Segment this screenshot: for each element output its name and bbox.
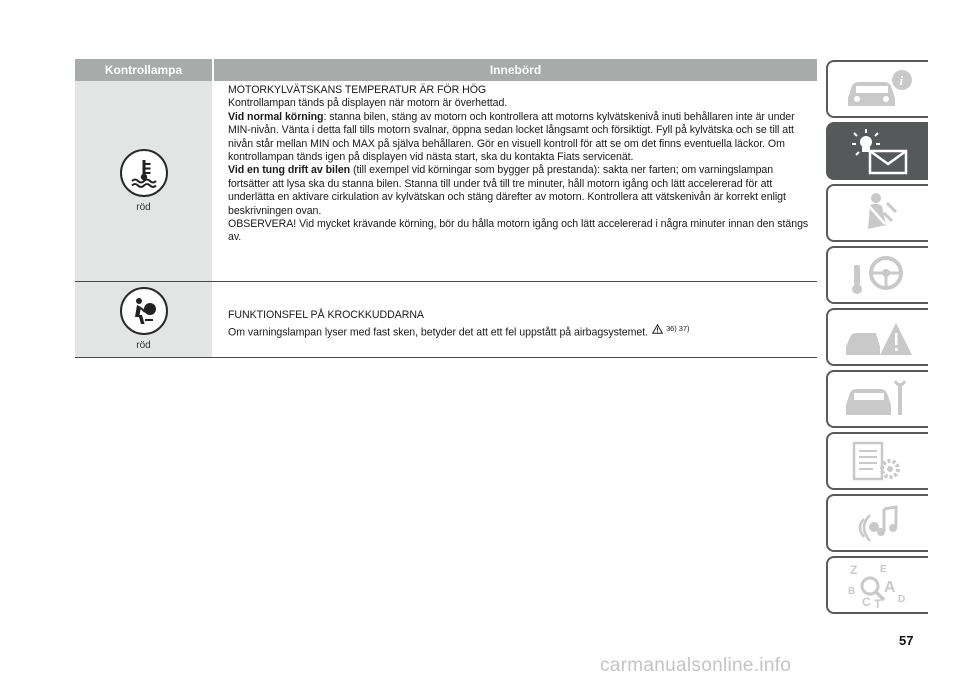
tab-warning-lights[interactable] xyxy=(826,122,928,180)
table-row xyxy=(75,81,817,282)
airbag-icon xyxy=(120,287,168,335)
warning-description: Om varningslampan lyser med fast sken, betyder det att ett fel uppstått på airbagsystemet. xyxy=(228,327,649,340)
index-az-icon xyxy=(840,560,916,610)
normal-driving-text: : stanna bilen, stäng av motorn och kontrollera att motorns kylvätskenivå inuti behållaren inte är under MIN-nivån. Vänta i detta fall tills motorn svalnar, öppna sedan locket långsamt och försiktigt. Fyll på kylvätska och se till att nivån står mellan MIN och MAX på själva behållaren. Gör en visuell kontroll för att se om det finns eventuella läckor. Om kontrollampan tänds igen på displayen vid nästa start, ska du kontakta Fiats servicenät. xyxy=(228,110,795,164)
lamp-cell xyxy=(75,282,214,357)
safety-seatbelt-icon xyxy=(840,189,916,237)
meaning-cell xyxy=(214,282,817,357)
emergency-icon xyxy=(840,313,916,361)
heavy-driving-paragraph xyxy=(228,164,817,218)
steering-key-icon xyxy=(840,251,916,299)
page-number: 57 xyxy=(899,633,914,648)
chapter-tabs xyxy=(826,60,928,618)
warning-title: MOTORKYLVÄTSKANS TEMPERATUR ÄR FÖR HÖG xyxy=(228,84,487,96)
svg-text:E: E xyxy=(880,564,887,575)
svg-text:A: A xyxy=(884,579,896,596)
tab-maintenance[interactable] xyxy=(826,370,928,428)
car-maintenance-icon xyxy=(840,375,916,423)
normal-driving-heading: Vid normal körning xyxy=(228,110,324,123)
heavy-driving-heading: Vid en tung drift av bilen xyxy=(228,164,351,177)
table-row xyxy=(75,282,817,358)
reference-marker xyxy=(652,322,689,335)
reference-numbers: 36) 37) xyxy=(666,324,690,334)
warning-description: Kontrollampan tänds på displayen när motorn är överhettad. xyxy=(228,97,508,110)
svg-text:B: B xyxy=(848,586,856,597)
normal-driving-paragraph xyxy=(228,111,817,165)
lamp-cell xyxy=(75,81,214,281)
multimedia-icon xyxy=(840,499,916,547)
warning-title: FUNKTIONSFEL PÅ KROCKKUDDARNA xyxy=(228,309,424,321)
observe-note: OBSERVERA! Vid mycket krävande körning, bör du hålla motorn igång och lätt accelererad i några minuter innan den stängs av. xyxy=(228,218,809,244)
header-innebord: Innebörd xyxy=(489,63,542,77)
svg-text:Z: Z xyxy=(850,563,858,577)
svg-text:D: D xyxy=(898,594,906,605)
technical-data-icon xyxy=(840,437,916,485)
warning-lights-messages-icon xyxy=(840,127,916,175)
svg-text:T: T xyxy=(874,597,882,610)
tab-multimedia[interactable] xyxy=(826,494,928,552)
caution-triangle-icon xyxy=(652,324,663,334)
watermark: carmanualsonline.info xyxy=(600,655,792,676)
heavy-driving-text: (till exempel vid körningar som bygger på prestanda): sakta ner farten; om varningslampan fortsätter att lysa ska du stanna bilen. Stanna till under två till tre minuter, håll motorn igång och lätt accelererad för att underlätta en aktivare cirkulation av kylvätskan och stäng därefter av motorn. Kontrollera att vätskenivån är korrekt enligt beskrivningen ovan. xyxy=(228,164,786,217)
tab-technical-data[interactable] xyxy=(826,432,928,490)
tab-safety[interactable] xyxy=(826,184,928,242)
tab-starting-driving[interactable] xyxy=(826,246,928,304)
lamp-color-label: röd xyxy=(136,339,151,351)
lamp-color-label: röd xyxy=(136,202,151,213)
table-header xyxy=(75,59,817,81)
meaning-cell xyxy=(214,81,817,281)
warning-description-paragraph xyxy=(228,322,817,340)
warning-lights-table xyxy=(75,59,817,358)
tab-emergency[interactable] xyxy=(826,308,928,366)
header-kontrollampa: Kontrollampa xyxy=(75,59,214,81)
coolant-temperature-icon xyxy=(120,149,168,197)
svg-text:C: C xyxy=(862,595,871,609)
svg-text:i: i xyxy=(899,73,904,88)
tab-index[interactable] xyxy=(826,556,928,614)
car-info-icon xyxy=(840,66,916,112)
tab-car-info[interactable] xyxy=(826,60,928,118)
